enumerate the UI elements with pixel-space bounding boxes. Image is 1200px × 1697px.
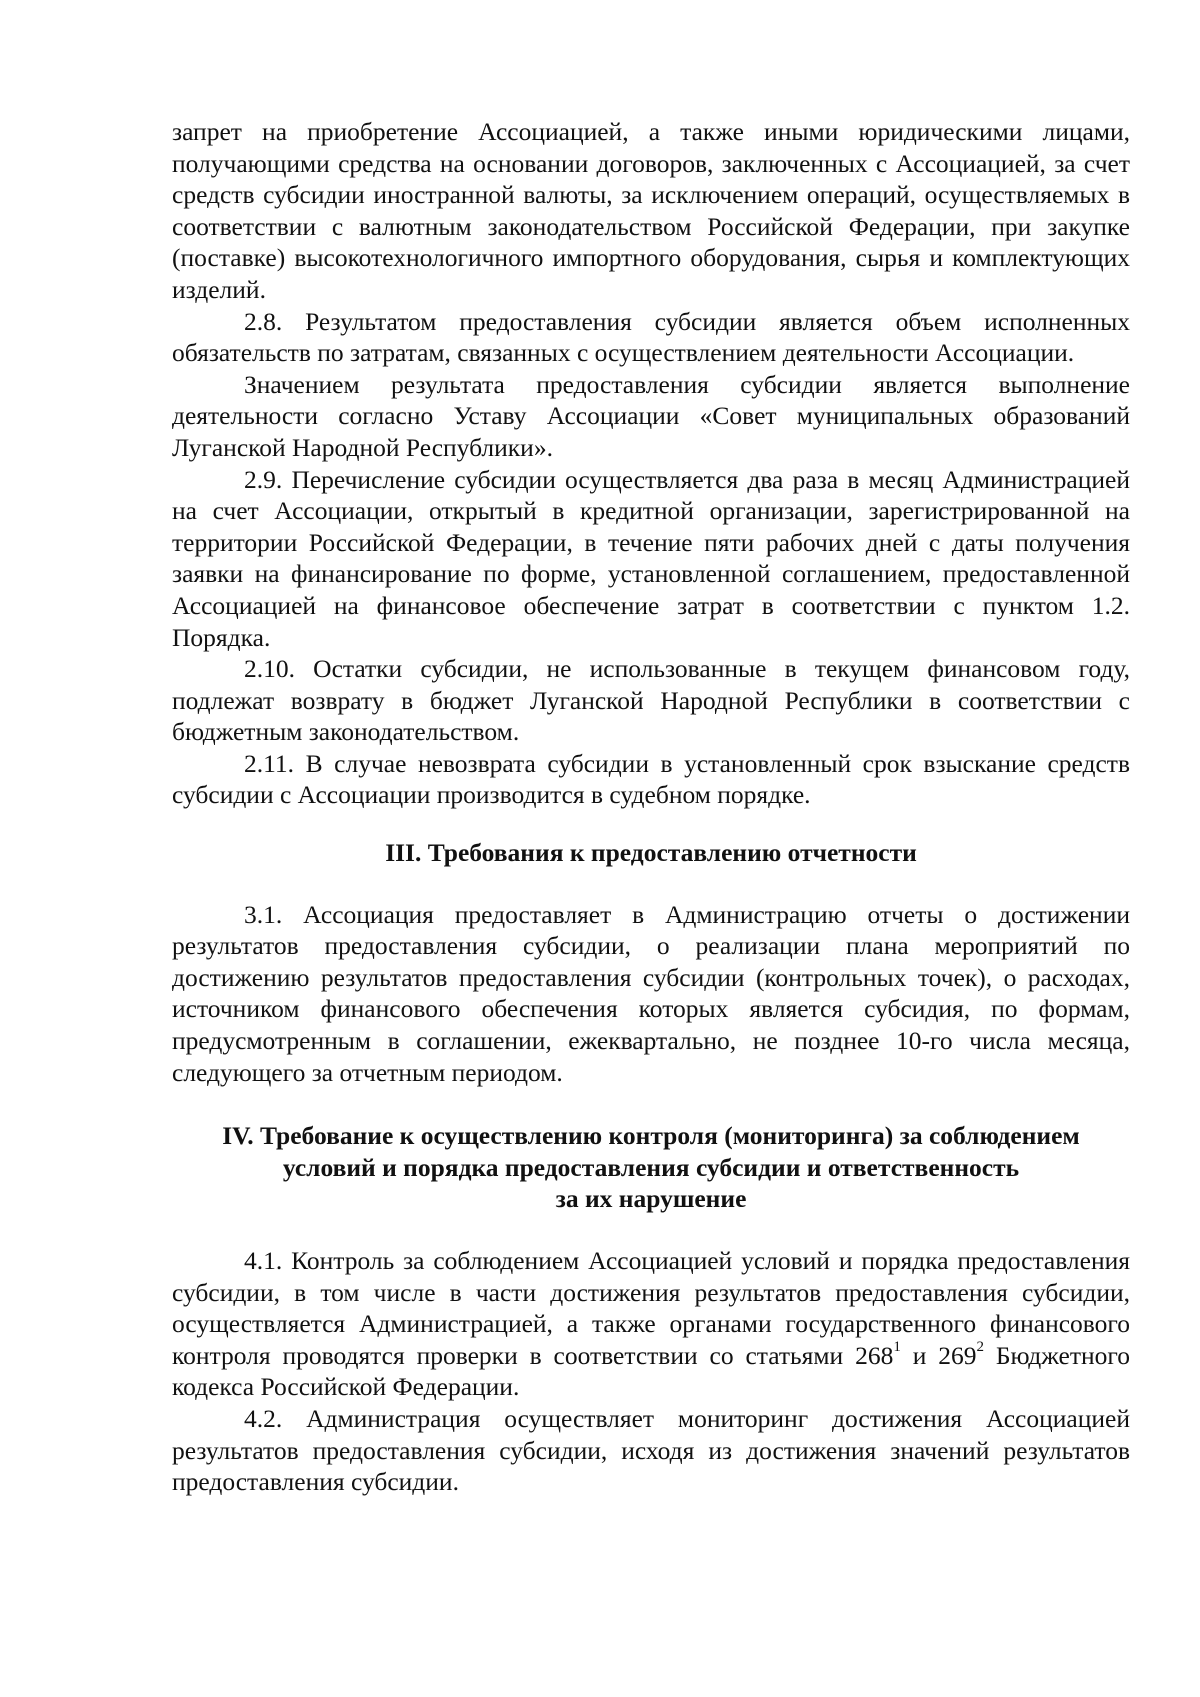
document-body [172,116,1130,1498]
paragraph-4-2: 4.2. Администрация осуществляет мониторинг достижения Ассоциацией результатов предоставления субсидии, исходя из достижения значений результатов предоставления субсидии. [172,1403,1130,1497]
paragraph-2-11: 2.11. В случае невозврата субсидии в установленный срок взыскание средств субсидии с Ассоциации производится в судебном порядке. [172,748,1130,810]
section-4-heading [172,1120,1130,1215]
paragraph-4-1-text-b: и 269 [900,1340,977,1370]
paragraph-2-9: 2.9. Перечисление субсидии осуществляется два раза в месяц Администрацией на счет Ассоциации, открытый в кредитной организации, зарегистрированной на территории Российской Федерации, в течение пяти рабочих дней с даты получения заявки на финансирование по форме, установленной соглашением, предоставленной Ассоциацией на финансовое обеспечение затрат в соответствии с пунктом 1.2. Порядка. [172,464,1130,652]
paragraph-4-1-text-c: Бюджетного кодекса Российской Федерации. [172,1340,1130,1402]
paragraph-2-10: 2.10. Остатки субсидии, не использованные в текущем финансовом году, подлежат возврату в бюджет Луганской Народной Республики в соответствии с бюджетным законодательством. [172,654,1130,747]
paragraph-4-1 [172,1245,1130,1403]
paragraph-continuation: запрет на приобретение Ассоциацией, а также иными юридическими лицами, получающими средства на основании договоров, заключенных с Ассоциацией, за счет средств субсидии иностранной валюты, за исключением операций, осуществляемых в соответствии с валютным законодательством Российской Федерации, при закупке (поставке) высокотехнологичного импортного оборудования, сырья и комплектующих изделий. [172,117,1130,304]
section-4-heading-line-3: за их нарушение [555,1184,747,1214]
section-3-heading: III. Требования к предоставлению отчетности [385,838,917,868]
paragraph-4-1-text-a: 4.1. Контроль за соблюдением Ассоциацией условий и порядка предоставления субсидии, в том числе в части достижения результатов предоставления субсидии, осуществляется Администрацией, а также органами государственного финансового контроля проводятся проверки в соответствии со статьями 268 [172,1246,1130,1370]
paragraph-2-8-value: Значением результата предоставления субсидии является выполнение деятельности согласно Уставу Ассоциации «Совет муниципальных образований Луганской Народной Республики». [172,369,1130,462]
article-268-superscript: 1 [893,1339,901,1356]
paragraph-2-8: 2.8. Результатом предоставления субсидии является объем исполненных обязательств по затратам, связанных с осуществлением деятельности Ассоциации. [172,306,1130,368]
article-269-superscript: 2 [976,1339,985,1356]
paragraph-3-1: 3.1. Ассоциация предоставляет в Администрацию отчеты о достижении результатов предоставления субсидии, о реализации плана мероприятий по достижению результатов предоставления субсидии (контрольных точек), о расходах, источником финансового обеспечения которых является субсидия, по формам, предусмотренным в соглашении, ежеквартально, не позднее 10-го числа месяца, следующего за отчетным периодом. [172,899,1130,1087]
section-4-heading-line-2: условий и порядка предоставления субсидии и ответственность [282,1152,1020,1182]
section-4-heading-line-1: IV. Требование к осуществлению контроля (мониторинга) за соблюдением [222,1121,1080,1151]
